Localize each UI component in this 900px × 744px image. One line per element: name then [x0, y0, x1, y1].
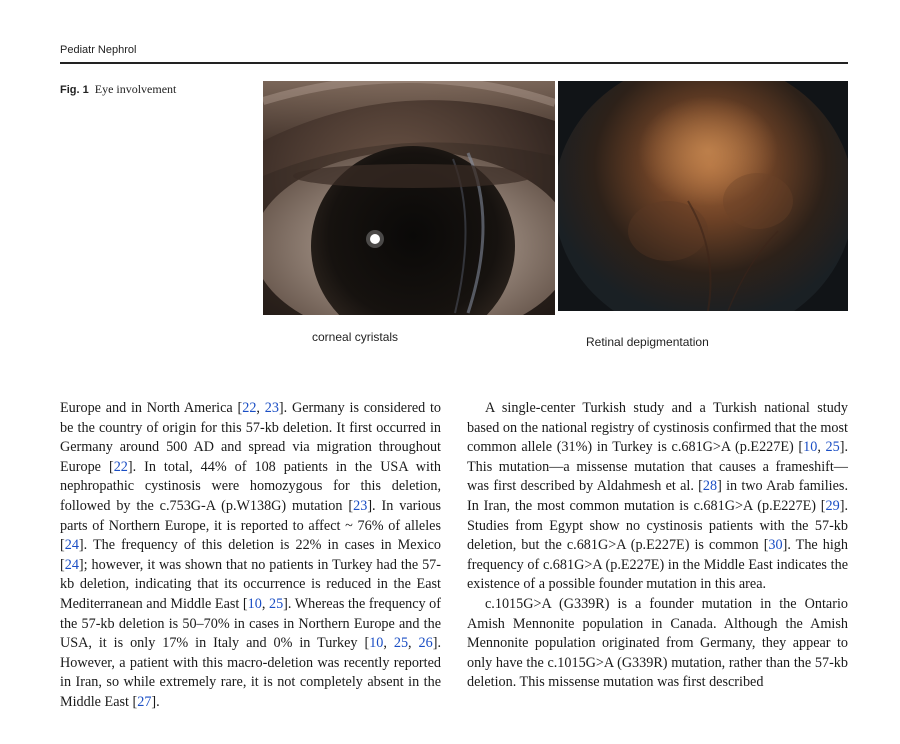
paragraph-text: , [261, 595, 269, 612]
citation-link[interactable]: 25 [268, 595, 284, 612]
body-column-left [60, 399, 441, 713]
citation-link[interactable]: 24 [64, 556, 79, 573]
paragraph-text: ]. In various parts of Northern Europe, it is reported to affect ~ 76% of alleles [ [60, 497, 442, 554]
eye-photograph [263, 81, 555, 315]
paragraph-text: , [383, 635, 394, 652]
citation-link[interactable]: 27 [137, 693, 152, 710]
citation-link[interactable]: 24 [64, 537, 79, 554]
paragraph-text: c.1015G>A (G339R) is a founder mutation in the Ontario Amish Mennonite population in Canada. Although the Amish Mennonite population originated from Germany, they appear to only have the c.1015G>A (G339R) mutation, rather than the 57-kb deletion. This missense mutation was first described [467, 595, 848, 691]
paragraph-text: ] in two Arab families. In Iran, the most common mutation is c.681G>A (p.E227E) [ [467, 478, 848, 514]
citation-link[interactable]: 25 [393, 635, 409, 652]
figure-label: Fig. 1 [60, 84, 89, 96]
paragraph-text: Europe and in North America [ [60, 400, 243, 416]
paragraph-text: ]. The frequency of this deletion is 22% in cases in Mexico [ [60, 537, 441, 573]
citation-link[interactable]: 10 [369, 635, 384, 652]
paragraph-text: , [256, 400, 265, 416]
paragraph-text: ]. Whereas the frequency of the 57-kb deletion is 50–70% in cases in Northern Europe and the USA, it is only 17% in Italy and 0% in Turkey [ [60, 595, 441, 652]
figure-caption-text: Eye involvement [94, 82, 177, 96]
citation-link[interactable]: 23 [264, 400, 279, 416]
panel-label-retinal-depigmentation: Retinal depigmentation [586, 335, 709, 349]
citation-link[interactable]: 23 [353, 497, 368, 514]
fundus-photograph [558, 81, 848, 311]
citation-link[interactable]: 28 [702, 478, 718, 495]
citation-link[interactable]: 22 [113, 458, 128, 475]
panel-label-corneal-crystals: corneal cyristals [312, 330, 399, 344]
body-paragraph [60, 399, 441, 713]
citation-link[interactable]: 22 [242, 400, 257, 416]
header-rule [60, 62, 848, 64]
paragraph-text: ]; however, it was shown that no patients in Turkey had the 57-kb deletion, indicating that its occurrence is reduced in the East Mediterranean and Middle East [ [60, 556, 441, 612]
citation-link[interactable]: 10 [803, 439, 818, 456]
body-paragraph [467, 399, 848, 595]
citation-link[interactable]: 29 [825, 497, 840, 514]
paragraph-text: , [817, 439, 826, 456]
paragraph-text: , [408, 635, 419, 652]
paragraph-text: ]. Germany is considered to be the country of origin for this 57-kb deletion. It first occurred in Germany around 500 AD and spread via migration throughout Europe [ [60, 400, 442, 475]
citation-link[interactable]: 25 [825, 439, 840, 456]
body-column-right [467, 399, 848, 693]
citation-link[interactable]: 30 [768, 537, 783, 554]
paragraph-text: ]. However, a patient with this macro-deletion was recently reported in Iran, so while extremely rare, it is not completely absent in the Middle East [ [60, 635, 441, 710]
body-paragraph [467, 595, 848, 693]
paragraph-text: ]. [151, 693, 160, 710]
paragraph-text: ]. Studies from Egypt show no cystinosis patients with the 57-kb deletion, but the c.681G>A (p.E227E) is common [ [467, 497, 848, 554]
paragraph-text: A single-center Turkish study and a Turkish national study based on the national registry of cystinosis confirmed that the most common allele (31%) in Turkey is c.681G>A (p.E227E) [ [467, 400, 848, 456]
citation-link[interactable]: 10 [247, 595, 262, 612]
paragraph-text: ]. This mutation—a missense mutation that causes a frameshift—was first described by Aldahmesh et al. [ [467, 439, 849, 495]
citation-link[interactable]: 26 [418, 635, 433, 652]
paragraph-text: ]. The high frequency of c.681G>A (p.E227E) in the Middle East indicates the existence of a possible founder mutation in this area. [467, 537, 848, 593]
paragraph-text: ]. In total, 44% of 108 patients in the USA with nephropathic cystinosis were homozygous for this deletion, followed by the c.753G-A (p.W138G) mutation [ [60, 458, 441, 514]
running-head: Pediatr Nephrol [60, 44, 137, 56]
figure-caption [60, 82, 176, 97]
